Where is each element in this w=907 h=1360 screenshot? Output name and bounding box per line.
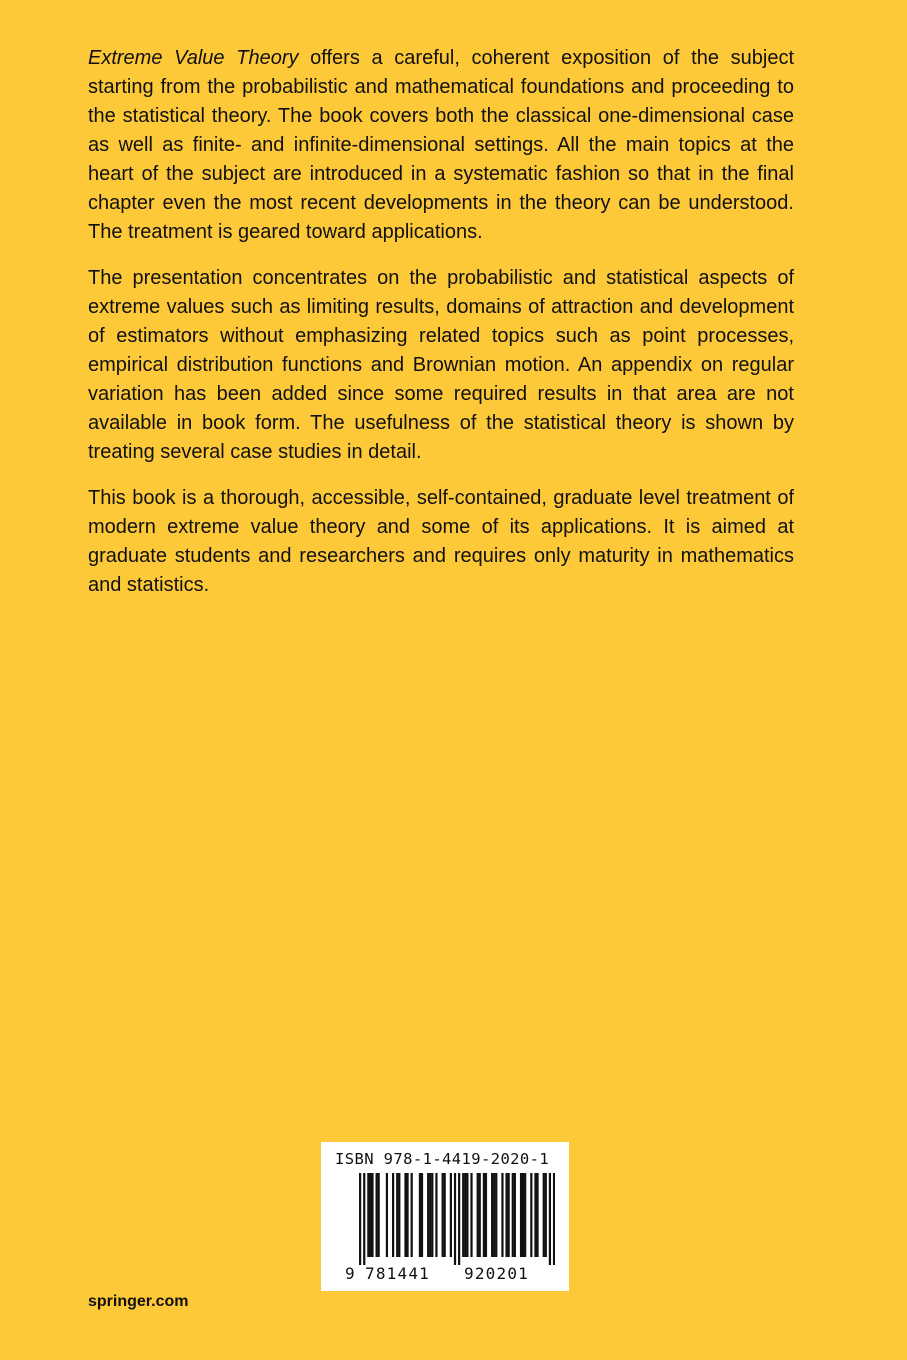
barcode-bar [363,1173,365,1265]
barcode-bar [491,1173,493,1257]
barcode-bar [543,1173,545,1257]
barcode-bar [392,1173,394,1257]
barcode-bar [454,1173,456,1265]
barcode-bar [477,1173,479,1257]
barcode-digits-left: 781441 [365,1264,430,1283]
barcode-bar [419,1173,421,1257]
barcode-bar [371,1173,373,1257]
barcode-bar [464,1173,466,1257]
barcode-bar [359,1173,361,1265]
barcode-bar [369,1173,371,1257]
barcode-bar [427,1173,429,1257]
barcode-bar [549,1173,551,1265]
barcode-bar [553,1173,555,1265]
barcode-bar [378,1173,380,1257]
barcode-bar [495,1173,497,1257]
barcode-digits [321,1264,569,1288]
paragraph-text: offers a careful, coherent exposition of the subject starting from the probabilistic and mathematical foundations and proceeding to the statistical theory. The book covers both the classical one-dimensional case as well as finite- and infinite-dimensional settings. All the main topics at the heart of the subject are introduced in a systematic fashion so that in the final chapter even the most recent developments in the theory can be understood. The treatment is geared toward applications. [88,47,795,243]
barcode-bar [545,1173,547,1257]
back-cover-description [88,44,794,617]
barcode-bar [421,1173,423,1257]
barcode-digits-right: 920201 [464,1264,529,1283]
barcode-bar [466,1173,468,1257]
barcode-bar [398,1173,400,1257]
barcode-bar [404,1173,406,1257]
barcode-bar [479,1173,481,1257]
barcode-bar [470,1173,472,1257]
barcode-bar [435,1173,437,1257]
barcode-bar [429,1173,431,1257]
barcode-bar [530,1173,532,1257]
barcode-bar [520,1173,522,1257]
publisher-url: springer.com [88,1293,189,1310]
barcode-digit-lead: 9 [345,1264,356,1283]
description-paragraph-2: The presentation concentrates on the probabilistic and statistical aspects of extreme values such as limiting results, domains of attraction and development of estimators without emphasizing related topics such as point processes, empirical distribution functions and Brownian motion. An appendix on regular variation has been added since some required results in that area are not available in book form. The usefulness of the statistical theory is shown by treating several case studies in detail. [88,267,794,463]
book-title-italic: Extreme Value Theory [88,47,299,69]
barcode-bar [514,1173,516,1257]
barcode-bar [376,1173,378,1257]
barcode-bar [462,1173,464,1257]
barcode-bar [524,1173,526,1257]
barcode-bar [431,1173,433,1257]
barcode-bar [534,1173,536,1257]
barcode-bar [442,1173,444,1257]
barcode-bar [458,1173,460,1265]
barcode-bar [485,1173,487,1257]
barcode-bar [508,1173,510,1257]
barcode-bar [512,1173,514,1257]
barcode-bar [450,1173,452,1257]
description-paragraph-1 [88,44,794,247]
barcode-bar [406,1173,408,1257]
barcode-bar [483,1173,485,1257]
barcode-bar [367,1173,369,1257]
isbn-label: ISBN 978-1-4419-2020-1 [335,1150,550,1168]
barcode-bar [444,1173,446,1257]
barcode-bar [493,1173,495,1257]
barcode-bar [501,1173,503,1257]
barcode-bars [359,1173,555,1265]
barcode-bar [386,1173,388,1257]
description-paragraph-3: This book is a thorough, accessible, self-contained, graduate level treatment of modern extreme value theory and some of its applications. It is aimed at graduate students and researchers and requires only maturity in mathematics and statistics. [88,487,794,596]
barcode-bar [396,1173,398,1257]
barcode-bar [505,1173,507,1257]
barcode-bar [536,1173,538,1257]
isbn-barcode [321,1142,569,1291]
barcode-bar [522,1173,524,1257]
barcode-bar [411,1173,413,1257]
